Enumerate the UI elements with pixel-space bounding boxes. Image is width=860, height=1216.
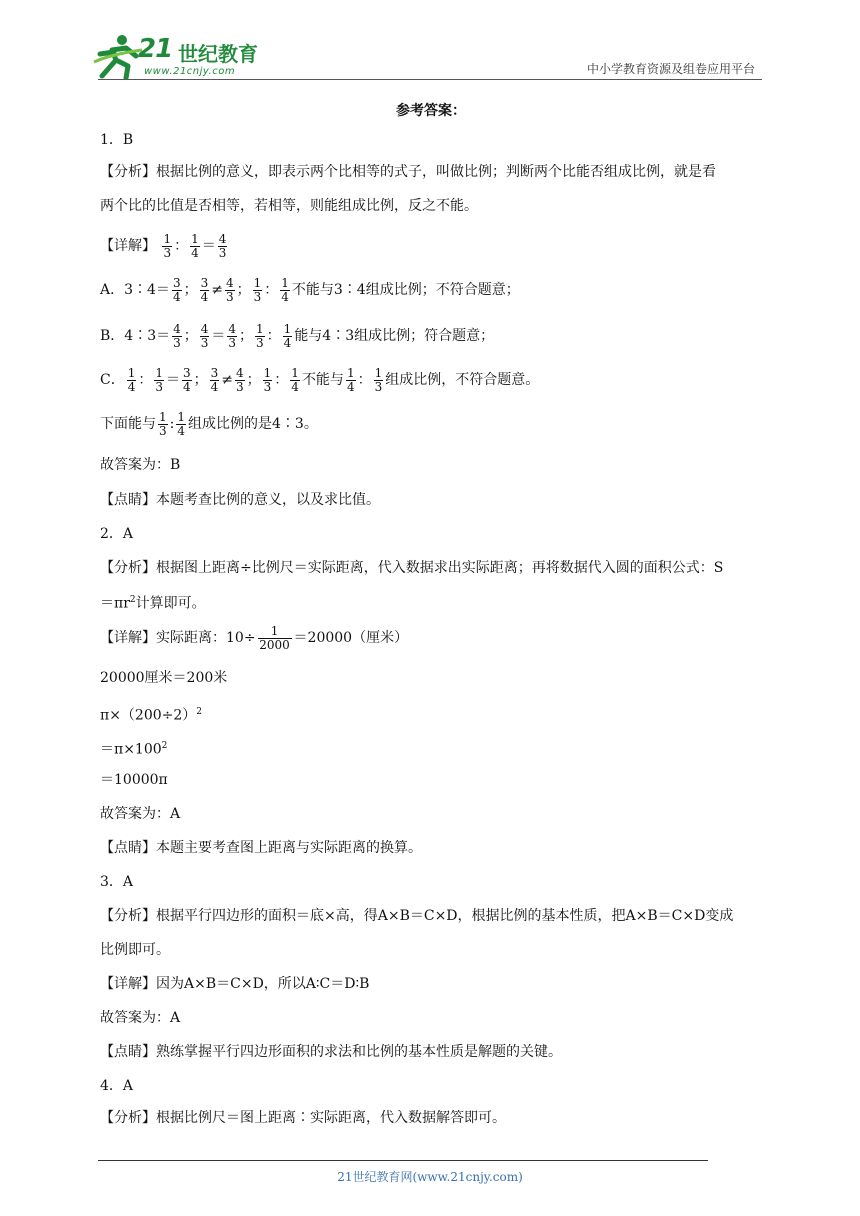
q1-final: 故答案为：B (100, 457, 181, 473)
q1-option-a: A．3∶4＝ $\frac{3}{4}$ ； $\frac{3}{4}$ ≠ $\frac{4}{3}$ ； $\frac{1}{3}$ ： $\frac{1}{4}$ 不能与3∶4组成比例；不符合题意； (100, 275, 520, 304)
q2-answer: 2．A (100, 526, 134, 542)
q1-option-c: C． $\frac{1}{4}$ ： $\frac{1}{3}$ ＝ $\frac{3}{4}$ ； $\frac{3}{4}$ ≠ $\frac{4}{3}$ ； $\frac{1}{3}$ ： $\frac{1}{4}$ 不能与 $\frac{1}{4}$ ： $\frac{1}{3}$ 组成比例，不符合题意。 (100, 365, 540, 394)
q2-analysis-line1: 【分析】根据图上距离÷比例尺＝实际距离，代入数据求出实际距离；再将数据代入圆的面积公式：S (100, 560, 724, 576)
q2-final: 故答案为：A (100, 806, 181, 822)
q1-analysis-line1 (100, 162, 716, 182)
footer-text[interactable]: 21世纪教育网(www.21cnjy.com) (337, 1170, 523, 1184)
q2-comment: 【点睛】本题主要考查图上距离与实际距离的换算。 (100, 840, 422, 856)
q2-step3: $=\pi\times 100^2$ (100, 741, 168, 758)
fraction-1-2000: $\frac{1}{2000}$ (259, 623, 290, 652)
platform-name: 中小学教育资源及组卷应用平台 (586, 62, 755, 76)
q3-detail: 【详解】因为A×B＝C×D，所以A∶C＝D∶B (100, 976, 370, 992)
logo-text: 世纪教育 (178, 42, 258, 66)
fraction-1-3: $\frac{1}{3}$ (163, 231, 172, 260)
q1-analysis-line2: 两个比的比值是否相等，若相等，则能组成比例，反之不能。 (100, 198, 478, 214)
q3-analysis-line1: 【分析】根据平行四边形的面积＝底×高，得A×B＝C×D，根据比例的基本性质，把A×B＝C×D变成 (100, 908, 734, 924)
footer-divider (98, 1160, 708, 1161)
page-title: 参考答案： (396, 103, 466, 119)
q1-comment: 【点睛】本题考查比例的意义，以及求比值。 (100, 492, 380, 508)
fraction-3-4: $\frac{3}{4}$ (172, 275, 181, 304)
fraction-1-4: $\frac{1}{4}$ (191, 231, 199, 260)
q4-analysis: 【分析】根据比例尺＝图上距离∶实际距离，代入数据解答即可。 (100, 1110, 506, 1126)
q2-step1: 20000厘米＝200米 (100, 670, 228, 686)
q2-detail: 【详解】实际距离：10÷ $\frac{1}{2000}$ ＝20000（厘米） (100, 623, 409, 652)
q3-analysis-line2: 比例即可。 (100, 942, 170, 958)
q2-step2: $\pi\times(200\div 2)^2$ (100, 707, 203, 724)
q3-comment: 【点睛】熟练掌握平行四边形面积的求法和比例的基本性质是解题的关键。 (100, 1044, 562, 1060)
q3-final: 故答案为：A (100, 1010, 181, 1026)
header-divider (98, 79, 762, 80)
logo (92, 32, 262, 82)
q1-analysis-text1: 根据比例的意义，即表示两个比相等的式子，叫做比例；判断两个比能否组成比例，就是看 (156, 164, 716, 180)
logo-number: 21 (138, 34, 173, 64)
q1-option-b: B．4∶3＝ $\frac{4}{3}$ ； $\frac{4}{3}$ ＝ $\frac{4}{3}$ ； $\frac{1}{3}$ ： $\frac{1}{4}$ 能与4∶3组成比例；符合题意； (100, 321, 495, 350)
detail-label: 【详解】 (100, 238, 156, 254)
q3-answer: 3．A (100, 874, 134, 890)
q2-step4: ＝10000π (100, 772, 168, 788)
logo-url: www.21cnjy.com (144, 66, 236, 77)
answer-content (100, 100, 762, 1126)
q1-conclusion: 下面能与 $\frac{1}{3}$ : $\frac{1}{4}$ 组成比例的是4∶3。 (100, 409, 318, 438)
q4-answer: 4．A (100, 1078, 134, 1094)
fraction-4-3: $\frac{4}{3}$ (218, 231, 227, 260)
q1-detail: 【详解】 $\frac{1}{3}$ ： $\frac{1}{4}$ ＝ $\frac{4}{3}$ (100, 231, 227, 260)
q1-answer: 1．B (100, 132, 134, 148)
q2-analysis-line2: $=\pi r^2$计算即可。 (100, 595, 206, 612)
page-header (0, 0, 860, 90)
analysis-label: 【分析】 (100, 164, 156, 180)
